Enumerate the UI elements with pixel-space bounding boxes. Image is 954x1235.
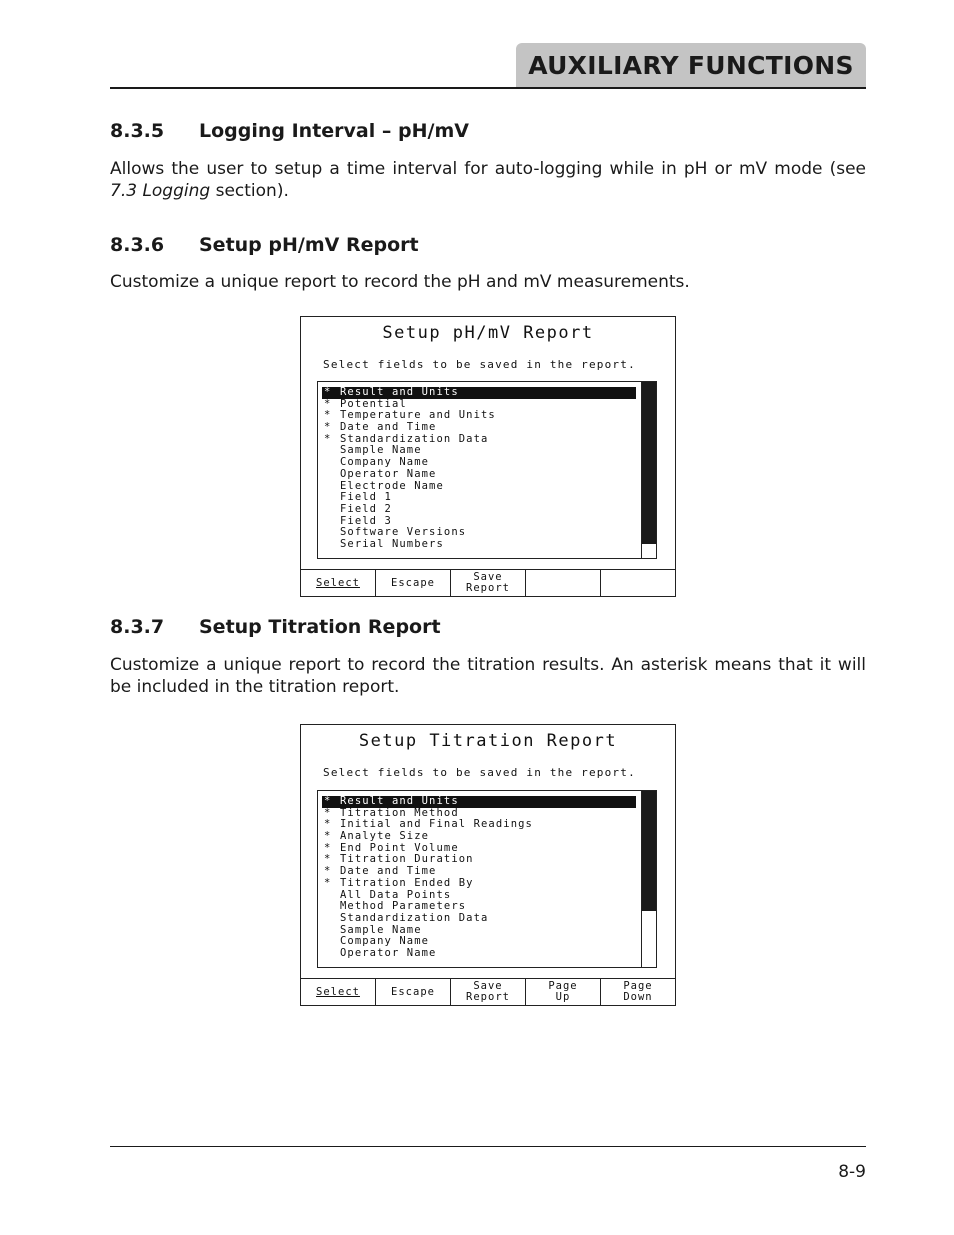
list-item[interactable] bbox=[322, 387, 636, 399]
softkey-page-down-button[interactable]: Page Down bbox=[600, 979, 675, 1005]
list-item-label: Standardization Data bbox=[340, 432, 489, 445]
list-item[interactable] bbox=[322, 539, 636, 551]
list-item-label: Sample Name bbox=[340, 444, 422, 457]
asterisk-marker: * bbox=[324, 865, 332, 878]
list-item-label: Standardization Data bbox=[340, 911, 489, 924]
list-item-label: Field 3 bbox=[340, 514, 392, 527]
list-items bbox=[322, 387, 636, 551]
list-item-label: Result and Units bbox=[340, 795, 459, 807]
scrollbar-thumb[interactable] bbox=[642, 791, 656, 911]
asterisk-marker bbox=[322, 469, 340, 481]
list-item[interactable] bbox=[322, 878, 636, 890]
paragraph-setup-phmv: Customize a unique report to record the pH and mV measurements. bbox=[110, 272, 690, 292]
list-item-label: Result and Units bbox=[340, 386, 459, 398]
list-item-label: End Point Volume bbox=[340, 841, 459, 854]
list-item[interactable] bbox=[322, 422, 636, 434]
asterisk-marker bbox=[322, 481, 340, 493]
list-item-label: Serial Numbers bbox=[340, 537, 444, 550]
asterisk-marker bbox=[322, 913, 340, 925]
section-heading-8-3-5 bbox=[110, 120, 469, 142]
list-item-label: Sample Name bbox=[340, 923, 422, 936]
section-number: 8.3.5 bbox=[110, 120, 165, 142]
screen-instruction: Select fields to be saved in the report. bbox=[323, 766, 636, 779]
softkey-select-button[interactable]: Select bbox=[316, 576, 360, 589]
asterisk-marker: * bbox=[324, 876, 332, 889]
list-item-label: Software Versions bbox=[340, 526, 467, 539]
asterisk-marker: * bbox=[324, 409, 332, 422]
titration-report-screen bbox=[300, 724, 676, 1006]
paragraph-setup-titration: Customize a unique report to record the titration results. An asterisk means that it will be included in the titration report. bbox=[110, 655, 866, 697]
screen-instruction: Select fields to be saved in the report. bbox=[323, 358, 636, 371]
softkey-bar bbox=[301, 978, 675, 1005]
chapter-title: AUXILIARY FUNCTIONS bbox=[528, 50, 854, 80]
softkey-escape-button[interactable]: Escape bbox=[375, 979, 450, 1005]
list-item[interactable] bbox=[322, 469, 636, 481]
list-item-label: Titration Ended By bbox=[340, 876, 474, 889]
asterisk-marker bbox=[322, 539, 340, 551]
softkey-select-button[interactable]: Select bbox=[316, 985, 360, 998]
cross-reference-link: 7.3 Logging bbox=[110, 181, 211, 201]
list-item-label: Field 2 bbox=[340, 502, 392, 515]
asterisk-marker: * bbox=[324, 830, 332, 843]
paragraph-text: Allows the user to setup a time interval for auto-logging while in pH or mV mode (see bbox=[110, 159, 866, 179]
asterisk-marker: * bbox=[324, 795, 332, 807]
list-item[interactable] bbox=[322, 948, 636, 960]
list-item-label: Initial and Final Readings bbox=[340, 818, 533, 831]
paragraph-text: section). bbox=[210, 181, 289, 201]
section-title: Setup pH/mV Report bbox=[199, 234, 419, 256]
section-title: Setup Titration Report bbox=[199, 616, 441, 638]
report-field-list[interactable] bbox=[317, 381, 657, 559]
list-items bbox=[322, 796, 636, 960]
list-item-label: Titration Method bbox=[340, 806, 459, 819]
asterisk-marker: * bbox=[324, 386, 332, 398]
asterisk-marker: * bbox=[324, 397, 332, 410]
asterisk-marker bbox=[322, 925, 340, 937]
asterisk-marker: * bbox=[324, 853, 332, 866]
softkey-bar bbox=[301, 569, 675, 596]
softkey-blank-button[interactable] bbox=[525, 570, 600, 596]
section-heading-8-3-6 bbox=[110, 234, 419, 256]
asterisk-marker bbox=[322, 901, 340, 913]
list-item-label: Field 1 bbox=[340, 491, 392, 504]
softkey-save-report-button[interactable]: Save Report bbox=[450, 979, 525, 1005]
section-number: 8.3.7 bbox=[110, 616, 165, 638]
list-scrollbar[interactable] bbox=[641, 791, 656, 967]
scrollbar-thumb[interactable] bbox=[642, 382, 656, 544]
asterisk-marker bbox=[322, 504, 340, 516]
asterisk-marker bbox=[322, 492, 340, 504]
list-item[interactable] bbox=[322, 504, 636, 516]
asterisk-marker: * bbox=[324, 432, 332, 445]
list-item-label: All Data Points bbox=[340, 888, 452, 901]
header-rule bbox=[110, 87, 866, 89]
list-item-label: Potential bbox=[340, 397, 407, 410]
list-item-label: Titration Duration bbox=[340, 853, 474, 866]
list-item-label: Electrode Name bbox=[340, 479, 444, 492]
list-item-label: Temperature and Units bbox=[340, 409, 496, 422]
asterisk-marker bbox=[322, 516, 340, 528]
screen-title: Setup pH/mV Report bbox=[382, 323, 594, 343]
softkey-page-up-button[interactable]: Page Up bbox=[525, 979, 600, 1005]
asterisk-marker: * bbox=[324, 818, 332, 831]
asterisk-marker bbox=[322, 457, 340, 469]
softkey-escape-button[interactable]: Escape bbox=[375, 570, 450, 596]
footer-rule bbox=[110, 1146, 866, 1147]
asterisk-marker bbox=[322, 527, 340, 539]
list-item-label: Company Name bbox=[340, 935, 430, 948]
list-item[interactable] bbox=[322, 831, 636, 843]
asterisk-marker bbox=[322, 890, 340, 902]
list-item[interactable] bbox=[322, 913, 636, 925]
asterisk-marker: * bbox=[324, 421, 332, 434]
list-item-label: Operator Name bbox=[340, 946, 437, 959]
list-item-label: Method Parameters bbox=[340, 900, 467, 913]
softkey-blank-button[interactable] bbox=[600, 570, 675, 596]
asterisk-marker bbox=[322, 948, 340, 960]
section-title: Logging Interval – pH/mV bbox=[199, 120, 469, 142]
section-heading-8-3-7 bbox=[110, 616, 441, 638]
asterisk-marker: * bbox=[324, 806, 332, 819]
screen-title: Setup Titration Report bbox=[358, 731, 618, 751]
list-item-label: Operator Name bbox=[340, 467, 437, 480]
paragraph-logging-interval bbox=[110, 158, 866, 202]
list-scrollbar[interactable] bbox=[641, 382, 656, 558]
asterisk-marker: * bbox=[324, 841, 332, 854]
list-item-label: Date and Time bbox=[340, 421, 437, 434]
list-item-label: Date and Time bbox=[340, 865, 437, 878]
list-item-label: Company Name bbox=[340, 456, 430, 469]
report-field-list[interactable] bbox=[317, 790, 657, 968]
softkey-save-report-button[interactable]: Save Report bbox=[450, 570, 525, 596]
phmv-report-screen bbox=[300, 316, 676, 597]
section-number: 8.3.6 bbox=[110, 234, 165, 256]
asterisk-marker bbox=[322, 936, 340, 948]
asterisk-marker bbox=[322, 445, 340, 457]
list-item[interactable] bbox=[322, 796, 636, 808]
chapter-header-tab bbox=[516, 43, 866, 87]
list-item-label: Analyte Size bbox=[340, 830, 430, 843]
page-number: 8-9 bbox=[838, 1162, 866, 1182]
